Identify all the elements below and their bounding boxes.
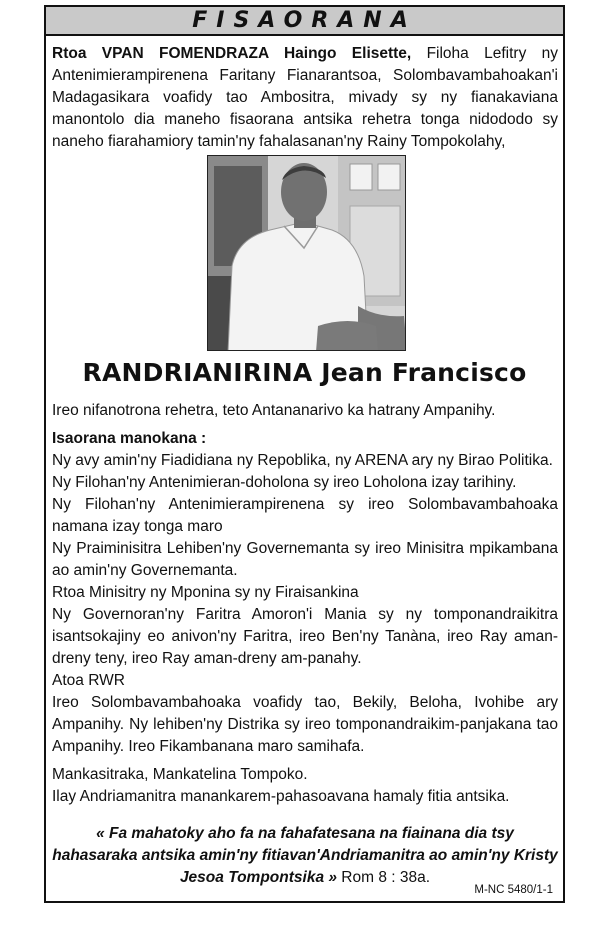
deceased-name: RANDRIANIRINA Jean Francisco <box>82 358 527 387</box>
scripture-quote <box>52 823 558 889</box>
condolers-line: Ireo nifanotrona rehetra, teto Antananarivo ka hatrany Ampanihy. <box>52 402 496 419</box>
thanks-line: Atoa RWR <box>52 672 125 689</box>
special-thanks-heading: Isaorana manokana : <box>52 430 207 447</box>
notice-title: FISAORANA <box>192 8 417 33</box>
thanks-line: Ireo Solombavambahoaka voafidy tao, Bekily, Beloha, Ivohibe ary Ampanihy. Ny lehiben'ny Distrika sy ireo tomponandraikim-panjakana tao Ampanihy. Ireo Fikambanana maro samihafa. <box>52 694 558 755</box>
sender-name: Rtoa VPAN FOMENDRAZA Haingo Elisette, <box>52 45 412 62</box>
thanks-line: Ny avy amin'ny Fiadidiana ny Repoblika, ny ARENA ary ny Birao Politika. <box>52 452 553 469</box>
thanks-line: Ny Filohan'ny Antenimieran-doholona sy ireo Loholona izay tarihiny. <box>52 474 517 491</box>
notice-reference-code: M-NC 5480/1-1 <box>474 884 553 896</box>
quote-reference: Rom 8 : 38a. <box>337 869 431 886</box>
portrait-photo <box>207 155 406 351</box>
notice-body <box>52 400 558 808</box>
thanks-line: Ny Governoran'ny Faritra Amoron'i Mania sy ny tomponandraikitra isantsokajiny eo anivon'ny Faritra, ireo Ben'ny Tanàna, ireo Ray aman-dreny teny, ireo Ray aman-dreny am-panahy. <box>52 606 558 667</box>
closing-line: Ilay Andriamanitra manankarem-pahasoavana hamaly fitia antsika. <box>52 788 510 805</box>
thanks-line: Ny Praiminisitra Lehiben'ny Governemanta sy ireo Minisitra mpikambana ao amin'ny Governemanta. <box>52 540 558 579</box>
intro-paragraph <box>52 43 558 153</box>
portrait-image <box>208 156 406 351</box>
quote-text: « Fa mahatoky aho fa na fahafatesana na fiainana dia tsy hahasaraka antsika amin'ny fitiavan'Andriamanitra ao amin'ny Kristy Jesoa Tompontsika » <box>52 825 558 886</box>
notice-frame <box>44 5 565 903</box>
closing-line: Mankasitraka, Mankatelina Tompoko. <box>52 766 308 783</box>
notice-header <box>46 7 563 36</box>
intro-text: Filoha Lefitry ny Antenimierampirenena Faritany Fianarantsoa, Solombavambahoakan'i Madagasikara voafidy tao Ambositra, mivady sy ny fianakaviana manontolo dia maneho fisaorana antsika rehetra tonga nidododo sy naneho fiarahamiory tamin'ny fahalasanan'ny Rainy Tompokolahy, <box>52 45 559 150</box>
thanks-line: Ny Filohan'ny Antenimierampirenena sy ireo Solombavambahoaka namana izay tonga maro <box>52 496 558 535</box>
thanks-line: Rtoa Minisitry ny Mponina sy ny Firaisankina <box>52 584 359 601</box>
